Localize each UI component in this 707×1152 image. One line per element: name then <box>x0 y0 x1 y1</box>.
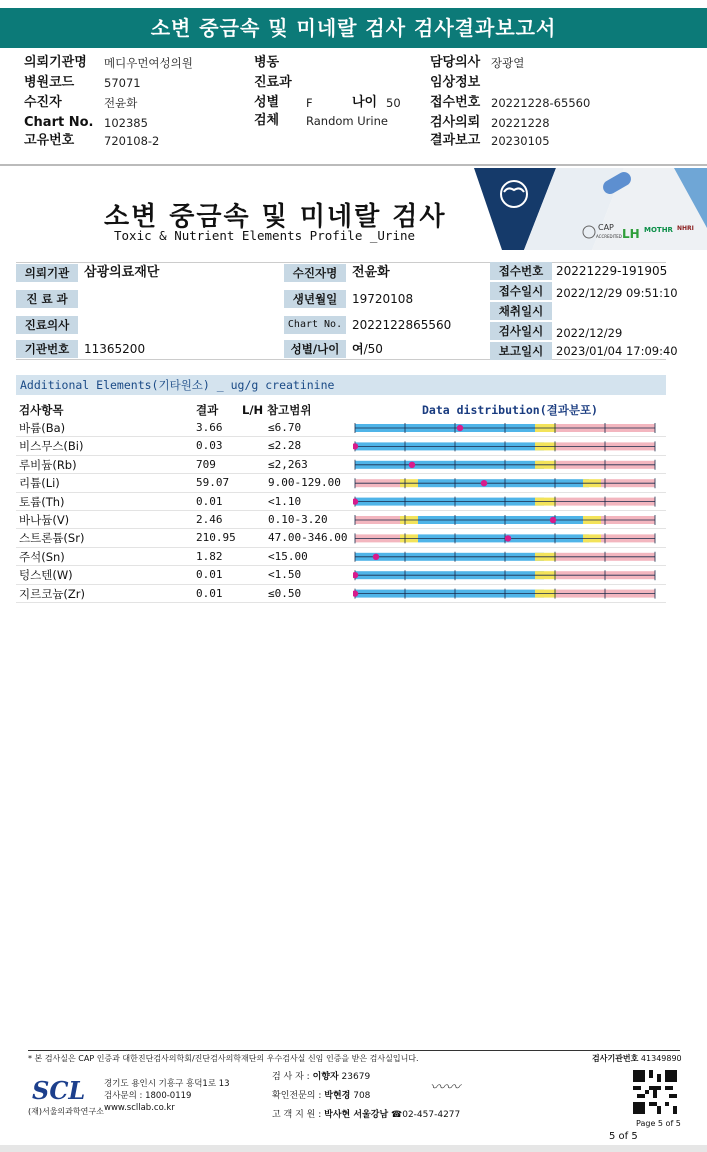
reference-range: <1.10 <box>268 494 302 508</box>
field-label: 진료의사 <box>16 316 78 334</box>
support-label: 고 객 지 원 : <box>272 1110 322 1120</box>
result-value: 0.01 <box>196 586 223 600</box>
header-value: 20221228-65560 <box>491 96 591 110</box>
reference-range: ≤0.50 <box>268 586 302 600</box>
header-value: 720108-2 <box>104 134 160 148</box>
reference-range: <15.00 <box>268 549 308 563</box>
page-indicator-small: Page 5 of 5 <box>636 1119 681 1128</box>
misc-logo: MOTHR <box>644 226 673 234</box>
age-value: /50 <box>363 342 383 356</box>
patient-info-table <box>16 262 678 360</box>
header-label: 임상정보 <box>430 75 481 90</box>
header-label: 진료과 <box>254 75 292 90</box>
field-label: 기관번호 <box>16 340 78 358</box>
chart-value: 2022122865560 <box>352 318 452 332</box>
reference-range: 47.00-346.00 <box>268 531 348 545</box>
address: 경기도 용인시 기흥구 흥덕1로 13 <box>104 1079 230 1089</box>
element-name: 토륨(Th) <box>19 494 65 509</box>
result-value: 0.01 <box>196 568 223 582</box>
receipt-date-value: 2022/12/29 09:51:10 <box>556 286 678 300</box>
header-label: Chart No. <box>24 115 94 130</box>
header-label: 접수번호 <box>430 95 481 110</box>
reference-range: <1.50 <box>268 568 302 582</box>
result-marker <box>505 535 511 541</box>
field-label: 진 료 과 <box>16 290 78 308</box>
field-label: 채취일시 <box>490 302 552 320</box>
element-name: 루비듐(Rb) <box>19 457 77 472</box>
field-label: 보고일시 <box>490 342 552 360</box>
header-value: 장광열 <box>491 56 525 70</box>
test-title: 소변 중금속 및 미네랄 검사 <box>104 202 447 232</box>
result-value: 709 <box>196 457 216 471</box>
column-header-distribution: Data distribution(결과분포) <box>422 403 598 417</box>
field-label: 의뢰기관 <box>16 264 78 282</box>
certification-note: * 본 검사실은 CAP 인증과 대한진단검사의학회/진단검사의학재단의 우수검사실 신임 인증을 받은 검사실입니다. <box>28 1054 419 1063</box>
scl-logo: SCL <box>32 1076 86 1105</box>
header-label: 결과보고 <box>430 133 481 148</box>
reference-range: ≤2.28 <box>268 439 302 453</box>
header-value: Random Urine <box>306 114 388 128</box>
header-label: 의뢰기관명 <box>24 55 87 70</box>
receipt-no-value: 20221229-191905 <box>556 264 668 278</box>
website: www.scllab.co.kr <box>104 1103 175 1113</box>
header-value: 57071 <box>104 76 141 90</box>
org-number-label: 검사기관번호 <box>592 1054 639 1063</box>
reference-range: ≤2,263 <box>268 457 308 471</box>
lh-logo: LH <box>622 227 640 241</box>
support-name: 박사현 서울강남 <box>324 1110 389 1120</box>
bottom-bar <box>0 1145 707 1152</box>
column-header-lh: L/H <box>242 403 264 417</box>
header-value: 50 <box>386 96 401 110</box>
checker-name: 박현경 <box>324 1091 351 1101</box>
header-label: 검사의뢰 <box>430 115 481 130</box>
exam-date-value: 2022/12/29 <box>556 326 623 340</box>
element-name: 리튬(Li) <box>19 476 60 491</box>
element-name: 텅스텐(W) <box>19 568 73 583</box>
reference-range: 0.10-3.20 <box>268 513 328 526</box>
section-title: Additional Elements(기타원소) _ ug/g creatinine <box>16 375 666 395</box>
result-value: 0.03 <box>196 439 223 453</box>
element-name: 스트론튬(Sr) <box>19 531 85 546</box>
element-name: 바나듐(V) <box>19 513 70 527</box>
banner-graphic <box>474 168 707 250</box>
distribution-chart <box>353 419 658 603</box>
element-name: 주석(Sn) <box>19 549 65 564</box>
cap-logo-sub: ACCREDITED <box>596 234 622 239</box>
header-label: 수진자 <box>24 95 62 110</box>
reference-range: ≤6.70 <box>268 421 302 434</box>
result-value: 2.46 <box>196 513 223 526</box>
reference-range: 9.00-129.00 <box>268 476 341 490</box>
checker-no: 708 <box>353 1091 371 1101</box>
sex-age-value <box>352 340 383 358</box>
column-header-item: 검사항목 <box>19 403 64 417</box>
tester-label: 검 사 자 : <box>272 1072 310 1082</box>
field-label: 검사일시 <box>490 322 552 340</box>
header-value: 20230105 <box>491 134 550 148</box>
header-label: 고유번호 <box>24 133 75 148</box>
patient-name-value: 전윤화 <box>352 265 390 280</box>
test-subtitle: Toxic & Nutrient Elements Profile _Urine <box>114 228 416 243</box>
result-value: 3.66 <box>196 421 223 434</box>
org-number <box>592 1053 682 1064</box>
column-header-range: 참고범위 <box>267 403 312 417</box>
support-phone: ☎02-457-4277 <box>391 1110 461 1120</box>
field-label: 접수번호 <box>490 262 552 280</box>
element-name: 바륨(Ba) <box>19 421 66 435</box>
divider <box>28 1050 680 1051</box>
report-title: 소변 중금속 및 미네랄 검사 검사결과보고서 <box>0 8 707 48</box>
result-value: 59.07 <box>196 476 230 490</box>
checker-label: 확인전문의 : <box>272 1091 322 1101</box>
header-label: 병원코드 <box>24 75 75 90</box>
header-label: 성별 <box>254 95 280 110</box>
field-label: 수진자명 <box>284 264 346 282</box>
result-value: 1.82 <box>196 549 223 563</box>
header-value: 메디우먼여성의원 <box>104 56 193 70</box>
tester-no: 23679 <box>341 1072 371 1082</box>
qr-code-icon <box>633 1070 677 1114</box>
result-marker <box>550 517 556 523</box>
institution-value: 삼광의료재단 <box>84 265 160 280</box>
header-value: F <box>306 96 313 110</box>
result-value: 0.01 <box>196 494 223 508</box>
header-label: 검체 <box>254 113 280 128</box>
divider <box>0 164 707 166</box>
field-label: Chart No. <box>284 316 346 334</box>
phone: 검사문의 : 1800-0119 <box>104 1091 192 1101</box>
sex-value: 여 <box>352 342 364 356</box>
header-value: 102385 <box>104 116 148 130</box>
column-header-result: 결과 <box>196 403 219 417</box>
result-marker <box>457 425 463 431</box>
dob-value: 19720108 <box>352 292 414 306</box>
header-value: 전윤화 <box>104 96 138 110</box>
header-label: 나이 <box>352 95 378 110</box>
lab-address <box>104 1078 230 1114</box>
header-label: 병동 <box>254 55 280 70</box>
page-indicator: 5 of 5 <box>609 1131 638 1142</box>
org-no-value: 11365200 <box>84 342 146 356</box>
misc-logo: NHRI <box>677 225 694 232</box>
report-header <box>0 52 707 164</box>
result-marker <box>409 462 415 468</box>
report-date-value: 2023/01/04 17:09:40 <box>556 344 678 358</box>
field-label: 성별/나이 <box>284 340 346 358</box>
result-value: 210.95 <box>196 531 236 545</box>
field-label: 생년월일 <box>284 290 346 308</box>
tester-name: 이향자 <box>312 1072 339 1082</box>
cap-logo: CAP <box>598 223 614 232</box>
field-label: 접수일시 <box>490 282 552 300</box>
result-marker <box>481 480 487 486</box>
org-number-value: 41349890 <box>640 1054 682 1063</box>
scl-logo-sub: (재)서울의과학연구소 <box>28 1107 104 1116</box>
signature: 〰〰 <box>430 1078 461 1096</box>
element-name: 지르코늄(Zr) <box>19 586 86 601</box>
header-value: 20221228 <box>491 116 550 130</box>
element-name: 비스무스(Bi) <box>19 439 84 454</box>
header-label: 담당의사 <box>430 55 481 70</box>
result-marker <box>373 554 379 560</box>
